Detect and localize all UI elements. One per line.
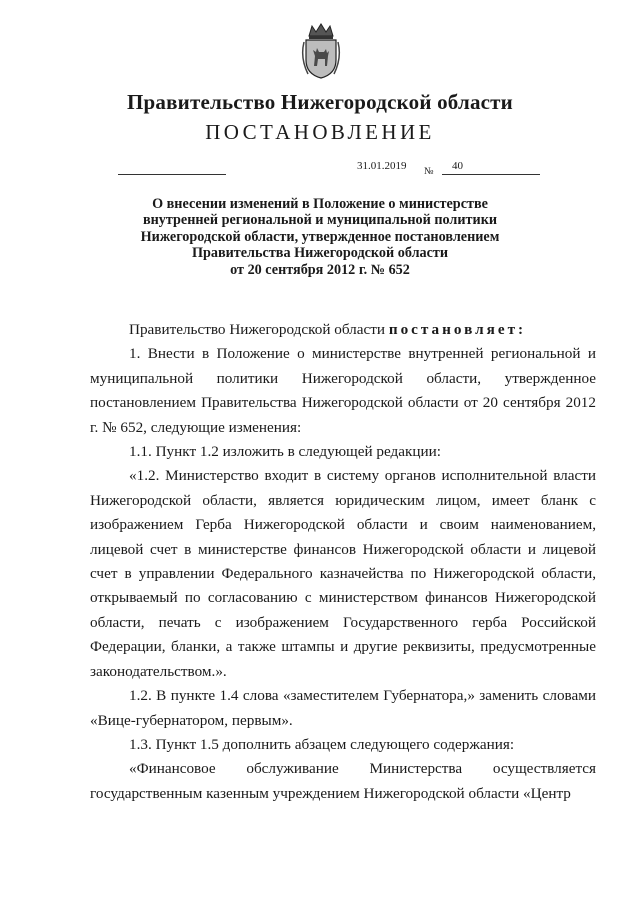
body-paragraph: «1.2. Министерство входит в систему органов исполнительной власти Нижегородской области, является юридическим лицом, имеет бланк с изображением Герба Нижегородской области и своим наименованием, лицевой счет в министерстве финансов Нижегородской области и лицевой счет в управлении Федерального казначейства по Нижегородской области, открываемый по согласованию с министерством финансов Нижегородской области, печать с изображением Государственного герба Российской Федерации, бланки, а также штампы и другие реквизиты, предусмотренные законодательством.». xyxy=(90,467,596,680)
coat-of-arms-icon xyxy=(300,22,342,80)
heading-line: от 20 сентября 2012 г. № 652 xyxy=(230,261,410,278)
heading-line: О внесении изменений в Положение о министерстве xyxy=(152,196,488,212)
number-sign: № xyxy=(424,166,434,177)
body-paragraph: 1. Внести в Положение о министерстве внутренней региональной и муниципальной политики Нижегородской области, утвержденное постановлением Правительства Нижегородской области от 20 сентября 2012 г. № 652, следующие изменения: xyxy=(90,345,596,436)
body-paragraph: 1.1. Пункт 1.2 изложить в следующей редакции: xyxy=(129,443,442,461)
heading-line: внутренней региональной и муниципальной политики xyxy=(142,212,498,229)
intro-paragraph xyxy=(90,318,596,342)
document-heading xyxy=(100,196,540,278)
document-date: 31.01.2019 xyxy=(357,160,407,172)
body-paragraph: 1.3. Пункт 1.5 дополнить абзацем следующего содержания: xyxy=(129,735,515,753)
heading-line: Правительства Нижегородской области xyxy=(191,245,449,262)
body-paragraph: «Финансовое обслуживание Министерства осуществляется государственным казенным учреждением Нижегородской области «Центр xyxy=(90,760,596,802)
intro-text: Правительство Нижегородской области xyxy=(129,321,389,338)
document-body xyxy=(90,318,596,806)
document-number: 40 xyxy=(452,160,463,172)
resolves-word: постановляет: xyxy=(388,321,527,338)
heading-line: Нижегородской области, утвержденное постановлением xyxy=(140,228,500,245)
document-type: ПОСТАНОВЛЕНИЕ xyxy=(205,120,435,144)
number-line xyxy=(442,174,540,175)
government-title: Правительство Нижегородской области xyxy=(127,90,513,114)
body-paragraph: 1.2. В пункте 1.4 слова «заместителем Губернатора,» заменить словами «Вице-губернатором, первым». xyxy=(90,687,596,729)
date-line-left xyxy=(118,174,226,175)
